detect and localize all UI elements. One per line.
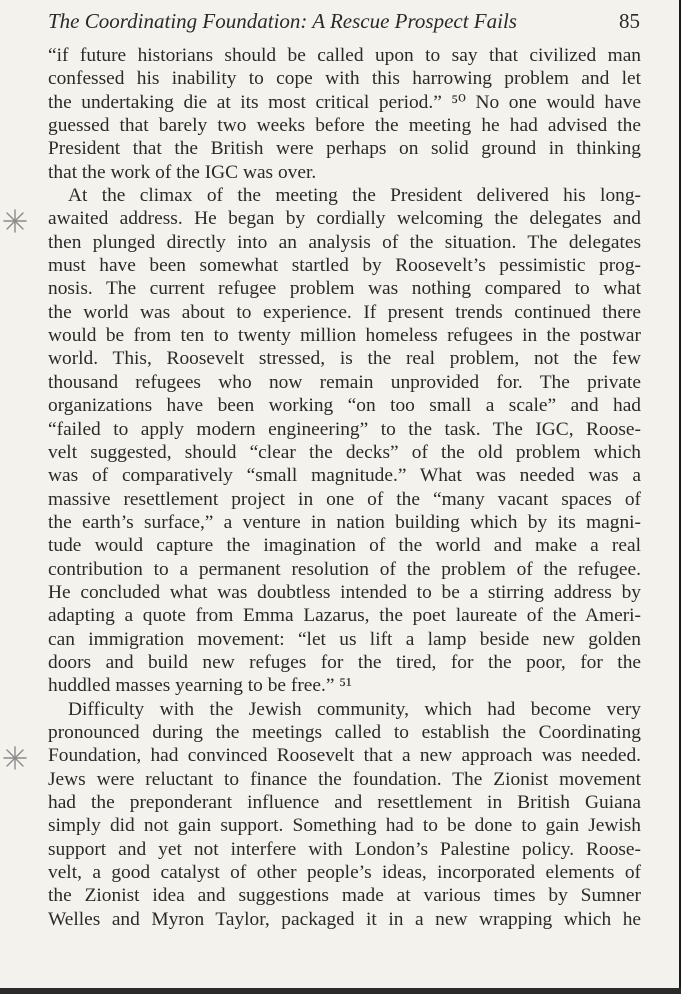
text-line: Jews were reluctant to finance the foundation. The Zionist movement [48, 768, 641, 790]
text-line: was of comparatively “small magnitude.” What was needed was a [48, 465, 641, 487]
paragraph-start-line: At the climax of the meeting the President delivered his long- [68, 185, 641, 207]
text-line: “failed to apply modern engineering” to the task. The IGC, Roose- [48, 418, 641, 440]
text-line: that the work of the IGC was over. [48, 161, 317, 183]
text-line: must have been somewhat startled by Roosevelt’s pessimistic prog- [48, 255, 641, 277]
text-line: “if future historians should be called upon to say that civilized man [48, 45, 641, 66]
text-line: would be from ten to twenty million homeless refugees in the postwar [48, 325, 641, 347]
body-text [48, 44, 641, 931]
text-line: support and yet not interfere with London’s Palestine policy. Roose- [48, 838, 641, 860]
scan-edge [0, 988, 681, 994]
text-line: massive resettlement project in one of the “many vacant spaces of [48, 488, 641, 510]
running-head [48, 6, 640, 36]
margin-asterisk-icon [2, 208, 28, 234]
paragraph-start-line: Difficulty with the Jewish community, which had become very [68, 698, 641, 720]
text-line: adapting a quote from Emma Lazarus, the poet laureate of the Ameri- [48, 605, 641, 627]
margin-asterisk-icon [2, 745, 28, 771]
text-line: He concluded what was doubtless intended to be a stirring address by [48, 581, 641, 603]
text-line: can immigration movement: “let us lift a lamp beside new golden [48, 628, 641, 650]
text-line: Foundation, had convinced Roosevelt that a new approach was needed. [48, 745, 641, 767]
text-line: had the preponderant influence and resettlement in British Guiana [48, 792, 641, 813]
text-line: pronounced during the meetings called to establish the Coordinating [48, 721, 641, 743]
text-line: huddled masses yearning to be free.” ⁵¹ [48, 675, 352, 697]
text-line: the undertaking die at its most critical period.” ⁵⁰ No one would have [48, 91, 641, 113]
text-line: President that the British were perhaps on solid ground in thinking [48, 138, 641, 160]
text-line: the earth’s surface,” a venture in nation building which by its magni- [48, 511, 641, 533]
text-line: guessed that barely two weeks before the meeting he had advised the [48, 115, 641, 137]
text-line: doors and build new refuges for the tired, for the poor, for the [48, 651, 641, 673]
text-line: velt, a good catalyst of other people’s ideas, incorporated elements of [48, 862, 641, 884]
text-line: contribution to a permanent resolution of the problem of the refugee. [48, 558, 641, 580]
text-line: world. This, Roosevelt stressed, is the real problem, not the few [48, 348, 641, 370]
text-line: organizations have been working “on too small a scale” and had [48, 395, 641, 417]
text-line: the world was about to experience. If present trends continued there [48, 301, 641, 323]
text-line: nosis. The current refugee problem was nothing compared to what [48, 278, 641, 300]
text-line: then plunged directly into an analysis of the situation. The delegates [48, 231, 641, 253]
text-line: confessed his inability to cope with this harrowing problem and let [48, 68, 641, 90]
text-line: velt suggested, should “clear the decks” of the old problem which [48, 441, 641, 463]
running-title: The Coordinating Foundation: A Rescue Prospect Fails [48, 9, 517, 33]
text-line: the Zionist idea and suggestions made at various times by Sumner [48, 885, 641, 907]
text-line: simply did not gain support. Something had to be done to gain Jewish [48, 815, 641, 837]
text-line: Welles and Myron Taylor, packaged it in a new wrapping which he [48, 908, 641, 930]
text-line: tude would capture the imagination of the world and make a real [48, 535, 641, 557]
page-number: 85 [619, 9, 640, 33]
text-line: thousand refugees who now remain unprovided for. The private [48, 371, 641, 393]
text-line: awaited address. He began by cordially welcoming the delegates and [48, 208, 641, 230]
